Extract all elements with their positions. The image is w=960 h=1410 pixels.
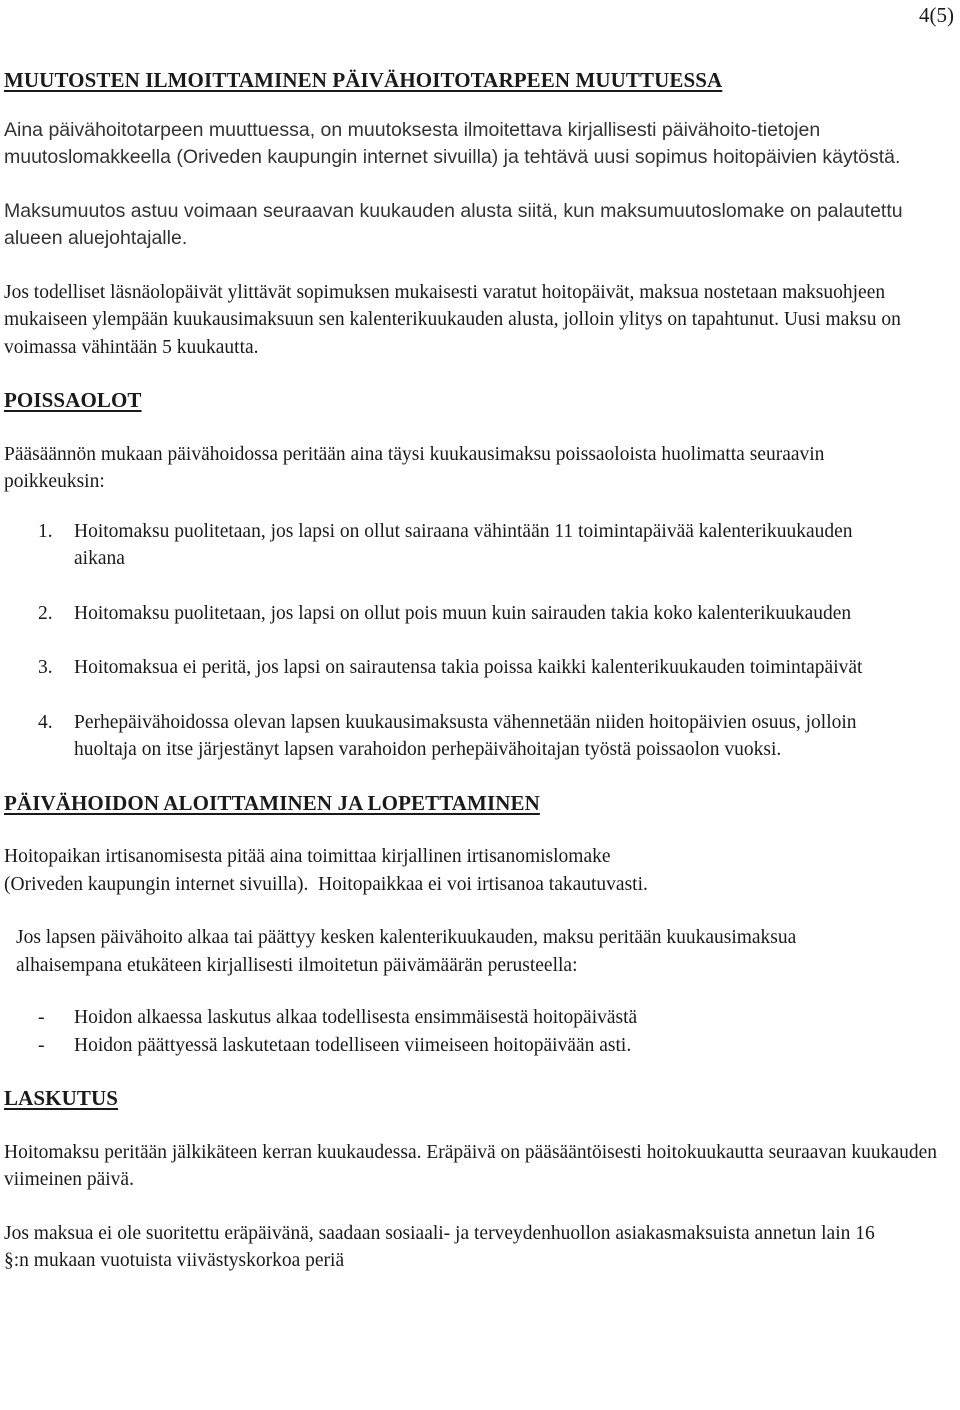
- list-marker: -: [38, 1007, 45, 1028]
- paragraph-muutokset-2: Maksumuutos astuu voimaan seuraavan kuukauden alusta siitä, kun maksumuutoslomake on palautettu alueen aluejohtajalle.: [4, 199, 903, 249]
- list-marker: 2.: [38, 602, 53, 624]
- list-marker: 1.: [38, 520, 53, 542]
- list-marker: -: [38, 1034, 45, 1056]
- list-item: [4, 654, 914, 682]
- list-marker: 4.: [38, 711, 53, 733]
- list-item-text: Hoitomaksu puolitetaan, jos lapsi on ollut pois muun kuin sairauden takia koko kalenterikuukauden: [74, 602, 852, 624]
- list-item: [4, 600, 874, 628]
- heading-aloittaminen: PÄIVÄHOIDON ALOITTAMINEN JA LOPETTAMINEN: [4, 790, 540, 815]
- paragraph-aloittaminen-1-line-1: Hoitopaikan irtisanomisesta pitää aina toimittaa kirjallinen irtisanomislomake: [4, 846, 611, 867]
- list-marker: 3.: [38, 657, 53, 678]
- paragraph-muutokset-1: Aina päivähoitotarpeen muuttuessa, on muutoksesta ilmoitettava kirjallisesti päivähoito-tietojen muutoslomakkeella (Oriveden kaupungin internet sivuilla) ja tehtävä uusi sopimus hoitopäivien käytöstä.: [4, 118, 901, 168]
- list-item: [4, 1032, 949, 1060]
- paragraph-muutokset-3: Jos todelliset läsnäolopäivät ylittävät sopimuksen mukaisesti varatut hoitopäivät, maksua nostetaan maksuohjeen mukaiseen ylempään kuukausimaksuun sen kalenterikuukauden alusta, jolloin ylitys on tapahtunut. Uusi maksu on voimassa vähintään 5 kuukautta.: [4, 281, 901, 358]
- list-item-text: Hoidon päättyessä laskutetaan todelliseen viimeiseen hoitopäivään asti.: [74, 1034, 632, 1056]
- paragraph-laskutus-2: Jos maksua ei ole suoritettu eräpäivänä, saadaan sosiaali- ja terveydenhuollon asiakasmaksuista annetun lain 16 §:n mukaan vuotuista viivästyskorkoa periä: [4, 1222, 875, 1271]
- heading-laskutus: LASKUTUS: [4, 1086, 119, 1110]
- list-item: [4, 1004, 949, 1032]
- list-item-text: Perhepäivähoidossa olevan lapsen kuukausimaksusta vähennetään niiden hoitopäivien osuus, jolloin huoltaja on itse järjestänyt lapsen varahoidon perhepäivähoitajan työstä poissaolon vuoksi.: [74, 711, 857, 760]
- paragraph-aloittaminen-2: Jos lapsen päivähoito alkaa tai päättyy kesken kalenterikuukauden, maksu peritään kuukausimaksua alhaisempana etukäteen kirjallisesti ilmoitetun päivämäärän perusteella:: [16, 927, 797, 976]
- list-item-text: Hoitomaksu puolitetaan, jos lapsi on ollut sairaana vähintään 11 toimintapäivää kalenterikuukauden aikana: [74, 520, 853, 569]
- heading-poissaolot: POISSAOLOT: [4, 388, 142, 412]
- paragraph-laskutus-1: Hoitomaksu peritään jälkikäteen kerran kuukaudessa. Eräpäivä on pääsääntöisesti hoitokuukautta seuraavan kuukauden viimeinen päivä.: [4, 1141, 937, 1190]
- paragraph-poissaolot-intro: Pääsäännön mukaan päivähoidossa peritään aina täysi kuukausimaksu poissaoloista huolimatta seuraavin poikkeuksin:: [4, 443, 825, 492]
- heading-muutokset: MUUTOSTEN ILMOITTAMINEN PÄIVÄHOITOTARPEEN MUUTTUESSA: [4, 68, 723, 92]
- list-item: [4, 709, 914, 764]
- document-body: [4, 64, 949, 1275]
- page-number: 4(5): [919, 3, 954, 27]
- poissaolot-list: [4, 518, 949, 764]
- list-item-text: Hoitomaksua ei peritä, jos lapsi on sairautensa takia poissa kaikki kalenterikuukauden toimintapäivät: [74, 657, 863, 678]
- list-item: [4, 518, 874, 573]
- aloittaminen-list: [4, 1004, 949, 1059]
- list-item-text: Hoidon alkaessa laskutus alkaa todellisesta ensimmäisestä hoitopäivästä: [74, 1007, 638, 1028]
- paragraph-aloittaminen-1: [4, 843, 949, 898]
- paragraph-aloittaminen-1-line-2: (Oriveden kaupungin internet sivuilla). Hoitopaikkaa ei voi irtisanoa takautuvasti.: [4, 873, 648, 895]
